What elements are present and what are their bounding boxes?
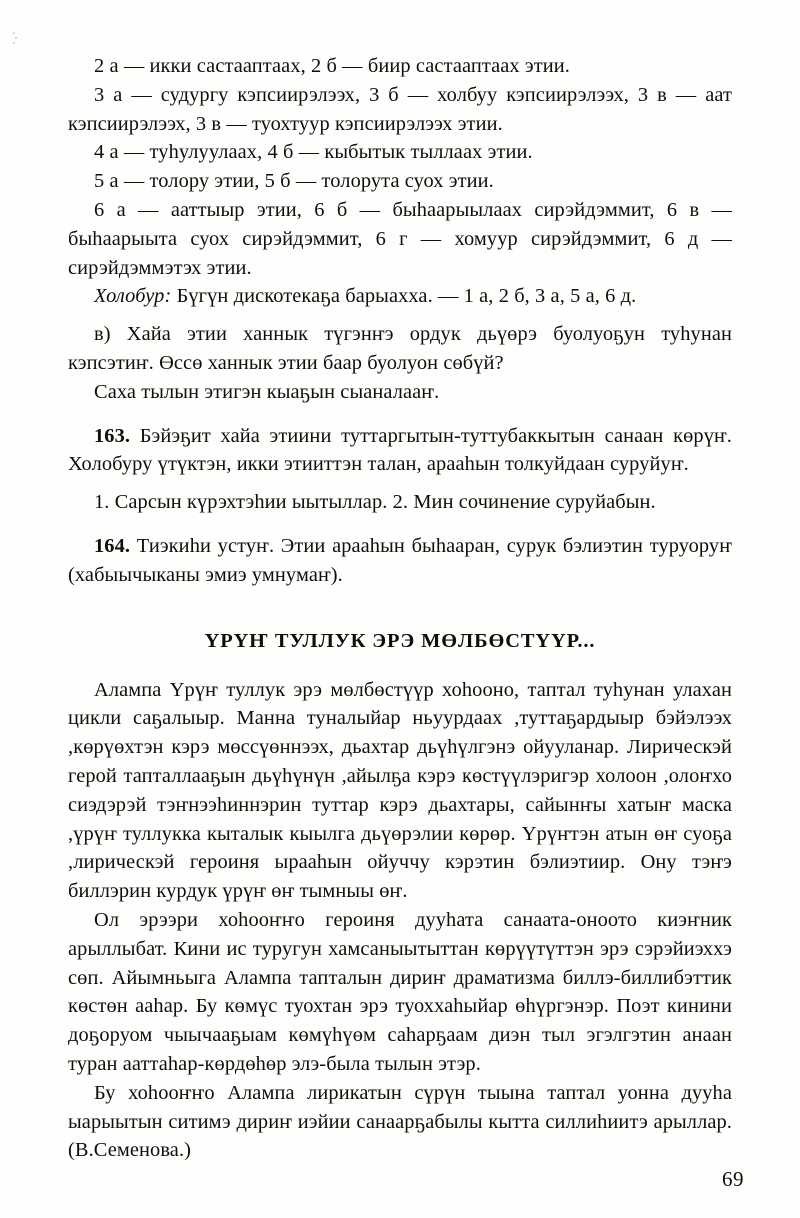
answer-key-line-2: 2 а — икки састааптаах, 2 б — биир састааптаах этии. [94,55,571,77]
exercise-164-number: 164. [94,534,131,557]
page-content [68,52,732,1165]
answer-key-line-3: 3 а — судургу кэпсиирэлээх, 3 б — холбуу кэпсиирэлээх, 3 в — аат кэпсиирэлээх, 3 в — туохтуур кэпсиирэлээх этии. [68,83,732,135]
example-line [68,282,732,311]
answer-key-line-6: 6 а — ааттыыр этии, 6 б — быһаарыылаах сирэйдэммит, 6 в — быһаарыыта суох сирэйдэммит, 6 г — хомуур сирэйдэммит, 6 д — сирэйдэммэтэх этии. [68,198,732,279]
example-text: Бүгүн дискотекаҕа барыахха. — 1 а, 2 б, 3 а, 5 а, 6 д. [176,285,637,308]
exercise-163-items: 1. Сарсын күрэхтэһии ыытыллар. 2. Мин сочинение суруйабын. [94,491,656,514]
exercise-164 [68,532,732,590]
exercise-164-prompt: Тиэкиһи устуҥ. Этии арааһын быһааран, сурук бэлиэтин туруоруҥ (хабыычыканы эмиэ умнумаҥ). [68,534,732,586]
article-paragraph-1: Алампа Үрүҥ туллук эрэ мөлбөстүүр хоһооно, таптал туһунан улахан цикли саҕалыыр. Манна туналыйар ньуурдаах ,туттаҕардыыр бэйэлээх ,көрүөхтэн кэрэ мөссүөннээх, дьахтар дьүһүлгэнэ ойууланар. Лирическэй герой тапталлааҕын дьүһүнүн ,айылҕа кэрэ көстүүлэригэр холоон ,олоҥхо сиэдэрэй тэҥнээһиннэрин туттар кэрэ дьахтары, сайынҥы хатыҥ маска ,үрүҥ туллукка кыталык кыылга дьүөрэлии көрөр. Үрүҥтэн атын өҥ суоҕа ,лирическэй героиня ырааһын ойуччу кэрэтин бэлиэтиир. Ону тэҥэ биллэрин курдук үрүҥ өҥ тымныы өҥ. [68,678,732,903]
exercise-163 [68,422,732,480]
exercise-163-number: 163. [94,424,131,447]
article-paragraph-3: Бу хоһооҥҥо Алампа лирикатын сүрүн тыына таптал уонна дууһа ыарыытын ситимэ дириҥ иэйии санаарҕабылы кытта силлиһиитэ арыллар. (В.Семенова.) [68,1081,732,1162]
article-title: ҮРҮҤ ТУЛЛУК ЭРЭ МӨЛБӨСТҮҮР... [204,629,596,652]
example-label: Холобур: [94,285,172,308]
scan-artifact-speckle [13,32,18,46]
exercise-163-prompt: Бэйэҕит хайа этиини туттаргытын-туттубаккытын санаан көрүҥ. Холобуру үтүктэн, икки этииттэн талан, арааһын толкуйдаан суруйуҥ. [68,424,732,476]
answer-key-line-4: 4 а — туһулуулаах, 4 б — кыбытык тыллаах этии. [94,141,533,164]
answer-key-line-5: 5 а — толору этии, 5 б — толорута суох этии. [94,170,494,193]
task-v-text: в) Хайа этии ханнык түгэнҥэ ордук дьүөрэ буолуоҕун туһунан кэпсэтиҥ. Өссө ханнык этии баар буолуон сөбүй? [68,323,732,374]
article-paragraph-2: Ол эрээри хоһооҥҥо героиня дууһата санаата-оноото киэҥник арыллыбат. Кини ис туругун хамсаныытыттан көрүүтүттэн эрэ сэрэйиэххэ сөп. Айымньыга Алампа тапталын дириҥ драматизма биллэ-биллибэттик көстөн ааһар. Бу көмүс туохтан эрэ туоххаһыйар өһүргэнэр. Поэт кинини доҕоруом чыычааҕыам көмүһүөм саһарҕаам диэн тыл эгэлгэтин анаан туран ааттаһар-көрдөһөр элэ-была тылын этэр. [68,908,732,1075]
page-number: 69 [722,1167,744,1191]
task-v-followup: Саха тылын этигэн кыаҕын сыаналааҥ. [94,380,440,403]
